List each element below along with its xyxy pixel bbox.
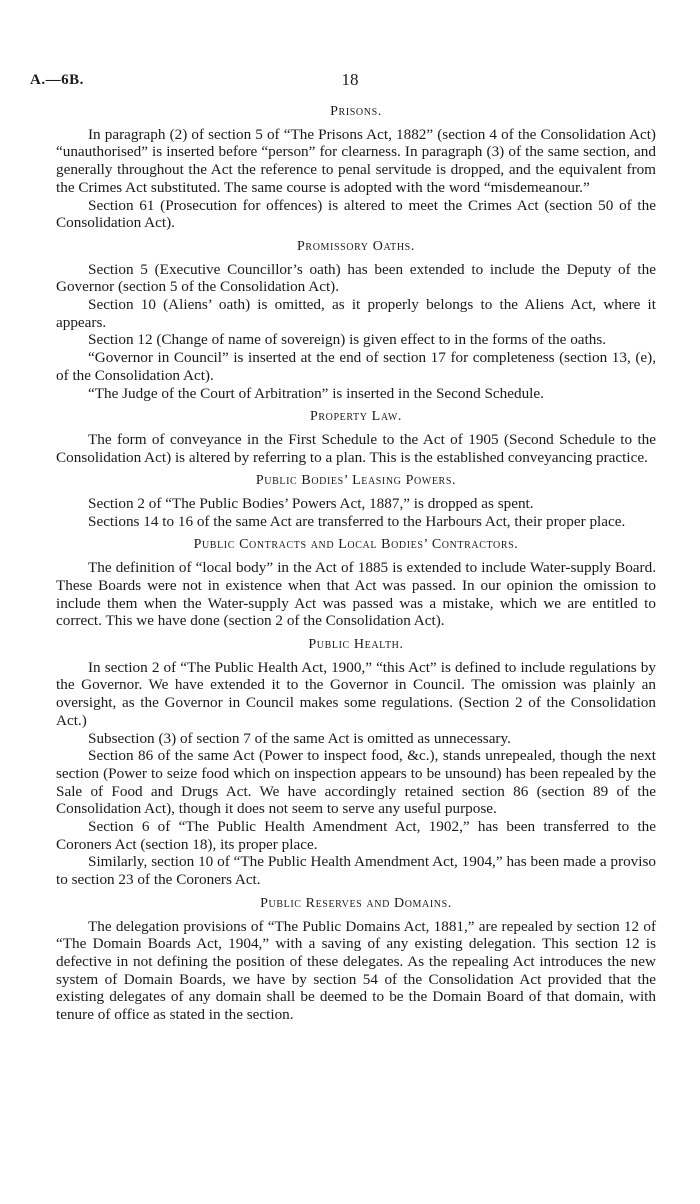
paragraph: The form of conveyance in the First Schedule to the Act of 1905 (Second Schedule to the Consolidation Act) is altered by referring to a plan. This is the established conveyancing practice. xyxy=(56,430,656,466)
paragraph: In section 2 of “The Public Health Act, 1900,” “this Act” is defined to include regulations by the Governor. We have extended it to the Governor in Council. The omission was plainly an oversight, as the Governor in Council makes some regulations. (Section 2 of the Consolidation Act.) xyxy=(56,658,656,729)
section-heading: Property Law. xyxy=(310,409,402,425)
paragraph: Section 61 (Prosecution for offences) is altered to meet the Crimes Act (section 50 of the Consolidation Act). xyxy=(56,196,656,232)
section-heading: Prisons. xyxy=(330,104,382,119)
section-public-health xyxy=(56,636,656,889)
paragraph: Section 10 (Aliens’ oath) is omitted, as it properly belongs to the Aliens Act, where it appears. xyxy=(56,296,656,331)
section-public-reserves-domains xyxy=(56,895,656,1024)
paragraph: Section 5 (Executive Councillor’s oath) has been extended to include the Deputy of the Governor (section 5 of the Consolidation Act). xyxy=(56,260,656,296)
paragraph: Section 86 of the same Act (Power to inspect food, &c.), stands unrepealed, though the next section (Power to seize food which on inspection appears to be unsound) has been repealed by the Sale of Food and Drugs Act. We have accordingly retained section 86 (section 89 of the Consolidation Act), though it does not seem to serve any useful purpose. xyxy=(56,747,656,818)
section-heading: Public Bodies’ Leasing Powers. xyxy=(255,473,457,489)
paragraph: “Governor in Council” is inserted at the end of section 17 for completeness (section 13, (e), of the Consolidation Act). xyxy=(56,349,656,384)
paragraph: The delegation provisions of “The Public Domains Act, 1881,” are repealed by section 12 of “The Domain Boards Act, 1904,” with a saving of any existing delegation. This section 12 is defective in not defining the position of these delegates. As the repealing Act introduces the new system of Domain Boards, we have by section 54 of the Consolidation Act provided that the existing delegates of any domain shall be deemed to be the Domain Board of that domain, with tenure of office as stated in the section. xyxy=(56,917,656,1024)
page-reference: A.—6B. xyxy=(30,72,84,88)
section-public-bodies-leasing-powers xyxy=(56,472,656,530)
document-body xyxy=(56,103,656,1024)
paragraph: Subsection (3) of section 7 of the same Act is omitted as unnecessary. xyxy=(88,729,511,747)
section-heading: Public Health. xyxy=(308,636,404,652)
paragraph: Section 12 (Change of name of sovereign) is given effect to in the forms of the oaths. xyxy=(88,331,607,349)
paragraph: Similarly, section 10 of “The Public Health Amendment Act, 1904,” has been made a proviso to section 23 of the Coroners Act. xyxy=(56,853,656,889)
paragraph: The definition of “local body” in the Act of 1885 is extended to include Water-supply Board. These Boards were not in existence when that Act was passed. In our opinion the omission to include them when the Water-supply Act was passed was a mistake, which we are entitled to correct. This we have done (section 2 of the Consolidation Act). xyxy=(56,559,656,630)
paragraph: Sections 14 to 16 of the same Act are transferred to the Harbours Act, their proper place. xyxy=(88,512,626,530)
section-heading: Promissory Oaths. xyxy=(297,238,415,254)
paragraph: “The Judge of the Court of Arbitration” is inserted in the Second Schedule. xyxy=(88,384,544,402)
section-property-law xyxy=(56,408,656,466)
paragraph: Section 2 of “The Public Bodies’ Powers Act, 1887,” is dropped as spent. xyxy=(88,495,534,513)
section-promissory-oaths xyxy=(56,238,656,402)
section-heading: Public Contracts and Local Bodies’ Contractors. xyxy=(193,537,519,553)
section-heading: Public Reserves and Domains. xyxy=(260,895,452,911)
page-number: 18 xyxy=(341,70,359,89)
section-public-contracts xyxy=(56,536,656,630)
section-prisons xyxy=(56,103,656,232)
paragraph: In paragraph (2) of section 5 of “The Prisons Act, 1882” (section 4 of the Consolidation Act) “unauthorised” is inserted before “person” for clearness. In paragraph (3) of the same section, and generally throughout the Act the reference to penal servitude is dropped, and the equivalent from the Crimes Act substituted. The same course is adopted with the word “misdemeanour.” xyxy=(56,125,656,196)
paragraph: Section 6 of “The Public Health Amendment Act, 1902,” has been transferred to the Coroners Act (section 18), its proper place. xyxy=(56,818,656,853)
